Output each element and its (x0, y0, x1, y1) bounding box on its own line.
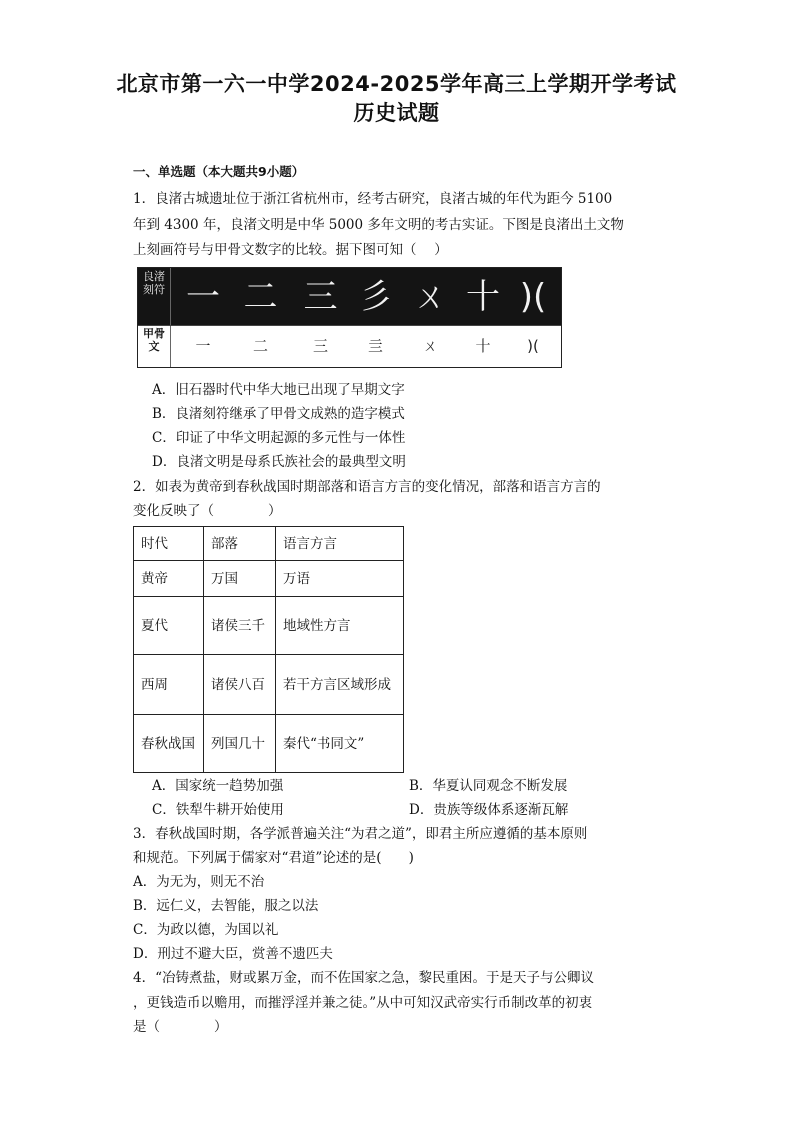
q2-stem-line-2: 变化反映了（ ） (133, 503, 282, 519)
liangzhu-glyph-3: 三 (303, 277, 338, 317)
liangzhu-glyph-6: 十 (466, 277, 500, 317)
q1-stem-line-1: 1．良渚古城遗址位于浙江省杭州市，经考古研究，良渚古城的年代为距今 5100 (133, 191, 613, 207)
table-cell: 西周 (134, 655, 204, 715)
table-cell: 万国 (204, 561, 276, 597)
table-cell: 诸侯八百 (204, 655, 276, 715)
q3-option-a[interactable]: A．为无为，则无不治 (133, 874, 265, 890)
oracle-glyph-1: 一 (195, 337, 211, 355)
table-cell: 万语 (276, 561, 404, 597)
table-cell: 地域性方言 (276, 597, 404, 655)
q1-option-b[interactable]: B．良渚刻符继承了甲骨文成熟的造字模式 (152, 406, 405, 422)
table-row (134, 715, 404, 773)
q1-stem-line-2: 年到 4300 年，良渚文明是中华 5000 多年文明的考古实证。下图是良渚出土文物 (133, 217, 624, 233)
q2-option-c[interactable]: C．铁犁牛耕开始使用 (152, 802, 284, 818)
table-header-cell: 时代 (134, 527, 204, 561)
q3-option-c[interactable]: C．为政以德，为国以礼 (133, 922, 279, 938)
liangzhu-glyph-4: 彡 (358, 277, 393, 317)
q2-option-a[interactable]: A．国家统一趋势加强 (152, 778, 284, 794)
table-row (134, 561, 404, 597)
table-cell: 黄帝 (134, 561, 204, 597)
liangzhu-glyph-7: )( (519, 277, 547, 317)
figure-row-label-liangzhu: 良渚刻符 (143, 270, 165, 296)
oracle-glyph-3: 三 (312, 337, 328, 355)
q1-option-c[interactable]: C．印证了中华文明起源的多元性与一体性 (152, 430, 406, 446)
table-cell: 诸侯三千 (204, 597, 276, 655)
oracle-glyph-4: 亖 (367, 337, 383, 355)
symbol-comparison-figure (137, 267, 562, 368)
table-header-row (134, 527, 404, 561)
table-header-cell: 部落 (204, 527, 276, 561)
figure-divider (170, 268, 171, 367)
q1-option-d[interactable]: D．良渚文明是母系氏族社会的最典型文明 (152, 454, 406, 470)
liangzhu-glyph-5: ㄨ (413, 277, 448, 317)
q2-option-b[interactable]: B．华夏认同观念不断发展 (409, 778, 568, 794)
table-cell: 列国几十 (204, 715, 276, 773)
liangzhu-glyph-1: 一 (186, 277, 220, 317)
oracle-glyph-2: 二 (252, 337, 268, 355)
table-cell: 夏代 (134, 597, 204, 655)
oracle-glyph-7: )( (527, 337, 539, 355)
oracle-glyph-6: 十 (475, 337, 491, 355)
q1-option-a[interactable]: A．旧石器时代中华大地已出现了早期文字 (152, 382, 405, 398)
q4-stem-line-3: 是（ ） (133, 1019, 228, 1035)
q4-stem-line-2: ，更钱造币以赡用，而摧浮淫并兼之徒。”从中可知汉武帝实行币制改革的初衷 (133, 995, 593, 1011)
section-heading: 一、单选题（本大题共9小题） (133, 164, 305, 179)
figure-row-divider (138, 325, 561, 326)
table-row (134, 655, 404, 715)
q2-option-d[interactable]: D．贵族等级体系逐渐瓦解 (409, 802, 569, 818)
table-row (134, 597, 404, 655)
liangzhu-glyph-2: 二 (243, 277, 278, 317)
figure-row-label-oracle: 甲骨文 (143, 327, 165, 353)
q1-stem-line-3: 上刻画符号与甲骨文数字的比较。据下图可知（ ） (133, 242, 448, 258)
exam-subtitle: 历史试题 (353, 101, 440, 125)
table-cell: 若干方言区域形成 (276, 655, 404, 715)
table-cell: 春秋战国 (134, 715, 204, 773)
tribe-dialect-table (133, 526, 404, 773)
q3-option-d[interactable]: D．刑过不避大臣，赏善不遗匹夫 (133, 946, 333, 962)
exam-title: 北京市第一六一中学2024-2025学年高三上学期开学考试 (116, 72, 677, 96)
table-cell: 秦代“书同文” (276, 715, 404, 773)
q2-stem-line-1: 2．如表为黄帝到春秋战国时期部落和语言方言的变化情况，部落和语言方言的 (133, 479, 601, 495)
q3-stem-line-2: 和规范。下列属于儒家对“君道”论述的是( ) (133, 850, 414, 866)
table-header-cell: 语言方言 (276, 527, 404, 561)
q4-stem-line-1: 4．“冶铸煮盐，财或累万金，而不佐国家之急，黎民重困。于是天子与公卿议 (133, 970, 594, 986)
q3-option-b[interactable]: B．远仁义，去智能，服之以法 (133, 898, 319, 914)
q3-stem-line-1: 3．春秋战国时期，各学派普遍关注“为君之道”，即君主所应遵循的基本原则 (133, 826, 588, 842)
oracle-glyph-5: ㄨ (422, 337, 438, 355)
